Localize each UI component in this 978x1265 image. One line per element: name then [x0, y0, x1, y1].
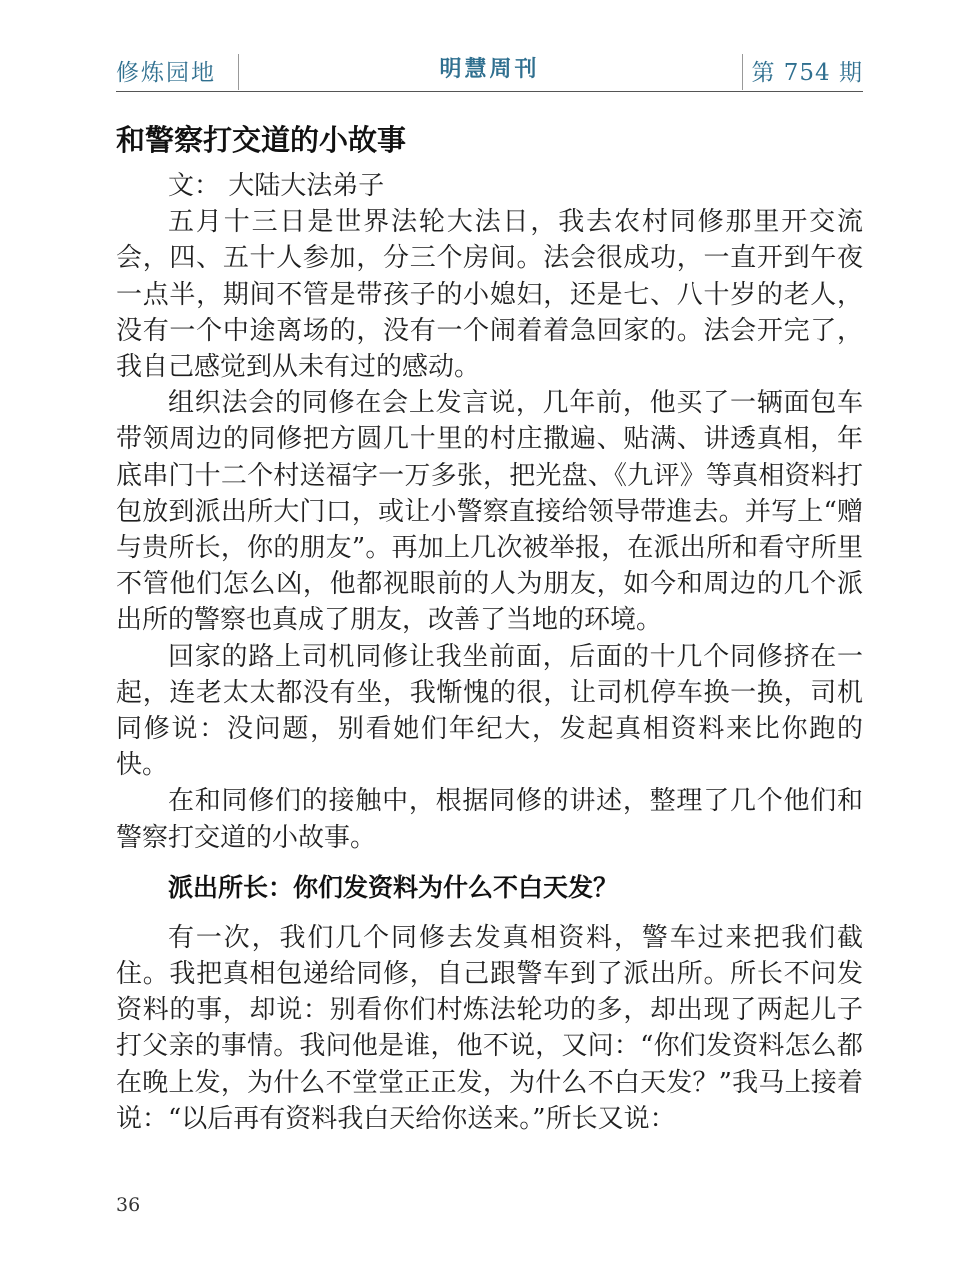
article-title: 和警察打交道的小故事 [116, 123, 407, 157]
article-body [116, 120, 863, 1137]
page-number: 36 [116, 1194, 141, 1216]
section-subheading: 派出所长：你们发资料为什么不白天发？ [168, 872, 619, 902]
paragraph: 回家的路上司机同修让我坐前面，后面的十几个同修挤在一起，连老太太都没有坐，我惭愧的很，让司机停车换一换，司机同修说：没问题，别看她们年纪大，发起真相资料来比你跑的快。 [116, 641, 863, 781]
paragraph: 组织法会的同修在会上发言说，几年前，他买了一辆面包车带领周边的同修把方圆几十里的村庄撒遍、贴满、讲透真相，年底串门十二个村送福字一万多张，把光盘、《九评》等真相资料打包放到派出所大门口，或让小警察直接给领导带進去。并写上“赠与贵所长，你的朋友”。再加上几次被举报，在派出所和看守所里不管他们怎么凶，他都视眼前的人为朋友，如今和周边的几个派出所的警察也真成了朋友，改善了当地的环境。 [116, 388, 863, 636]
paragraph: 在和同修们的接触中，根据同修的讲述，整理了几个他们和警察打交道的小故事。 [116, 786, 863, 853]
paragraph: 五月十三日是世界法轮大法日，我去农村同修那里开交流会，四、五十人参加，分三个房间。法会很成功，一直开到午夜一点半，期间不管是带孩子的小媳妇，还是七、八十岁的老人，没有一个中途离场的，没有一个闹着着急回家的。法会开完了，我自己感觉到从未有过的感动。 [116, 207, 863, 383]
issue-number: 第 754 期 [751, 60, 863, 86]
header-divider-right [742, 54, 743, 90]
publication-title: 明慧周刊 [439, 57, 540, 82]
page-header [116, 48, 863, 92]
article-byline: 文： 大陆大法弟子 [168, 171, 385, 201]
header-rule [116, 91, 863, 92]
paragraph: 有一次，我们几个同修去发真相资料，警车过来把我们截住。我把真相包递给同修，自己跟警车到了派出所。所长不问发资料的事，却说：别看你们村炼法轮功的多，却出现了两起儿子打父亲的事情。我问他是谁，他不说，又问：“你们发资料怎么都在晚上发，为什么不堂堂正正发，为什么不白天发？”我马上接着说：“以后再有资料我白天给你送来。”所长又说： [116, 922, 863, 1134]
section-name: 修炼园地 [116, 60, 216, 86]
